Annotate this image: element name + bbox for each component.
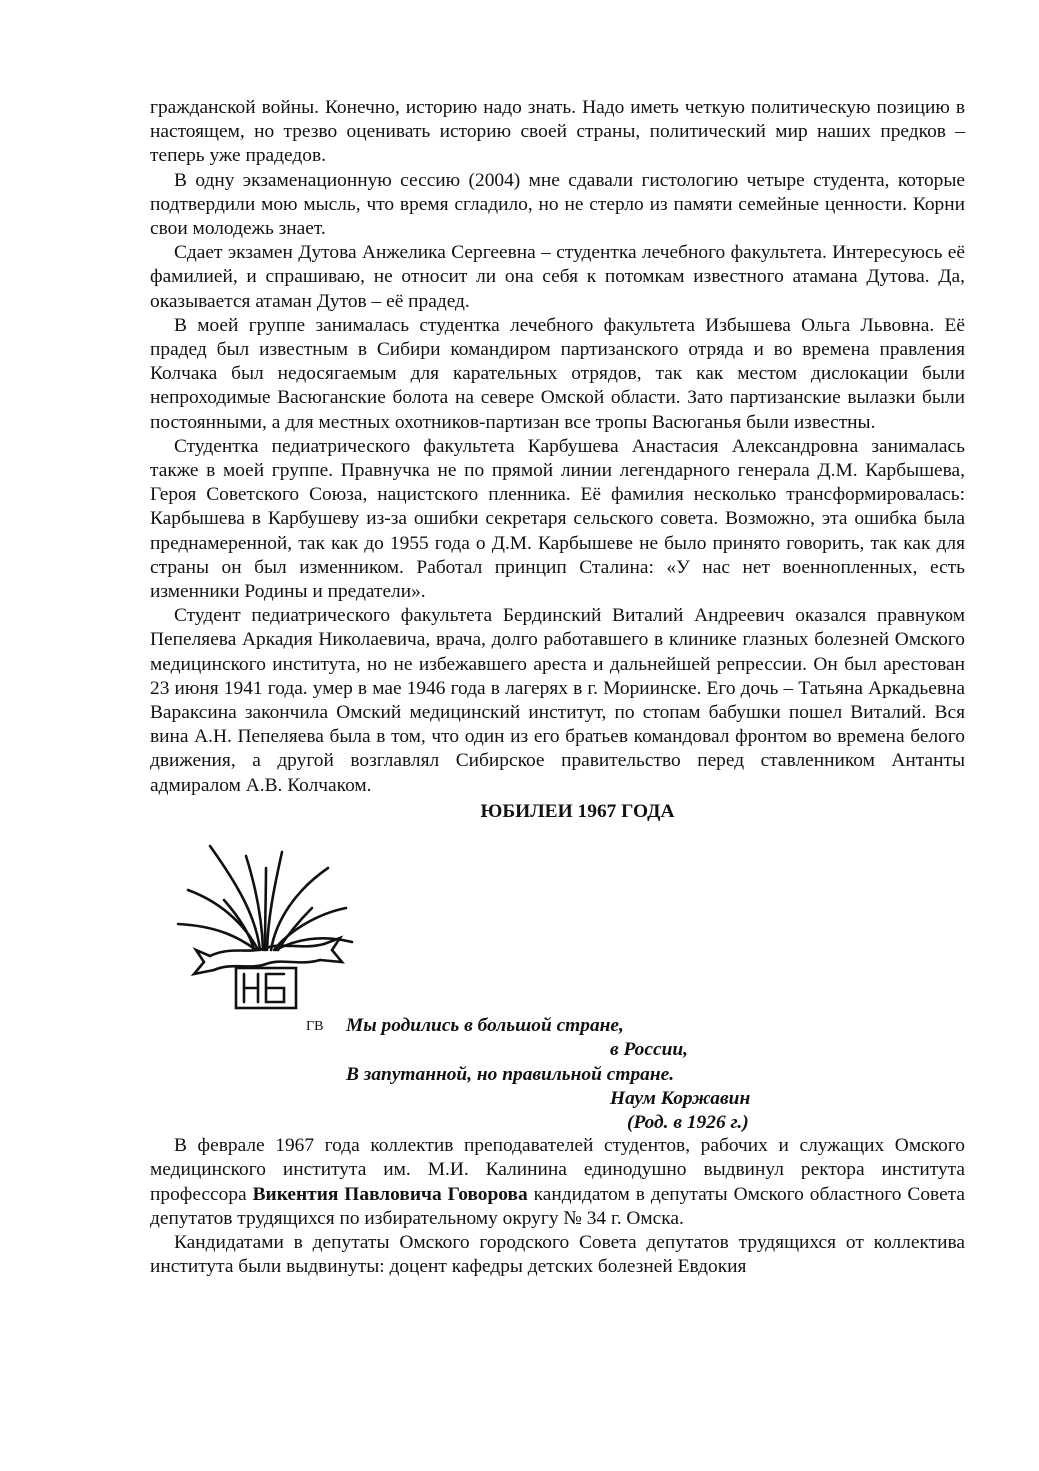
paragraph: Студентка педиатрического факультета Карбушева Анастасия Александровна занималась также в моей группе. Правнучка не по прямой линии легендарного генерала Д.М. Карбышева, Героя Советского Союза, нацистского пленника. Её фамилия несколько трансформировалась: Карбышева в Карбушеву из-за ошибки секретаря сельского совета. Возможно, эта ошибка была преднамеренной, так как до 1955 года о Д.М. Карбышеве не было принято говорить, так как для страны он был изменником. Работал принцип Сталина: «У нас нет военнопленных, есть изменники Родины и предатели».	[150, 435, 965, 603]
paragraph: Кандидатами в депутаты Омского городского Совета депутатов трудящихся от коллектива института были выдвинуты: доцент кафедры детских болезней Евдокия	[150, 1231, 965, 1278]
nb-emblem-icon	[170, 838, 360, 1038]
emblem-signature: ГВ	[306, 1019, 324, 1035]
paragraph: гражданской войны. Конечно, историю надо знать. Надо иметь четкую политическую позицию в настоящем, но трезво оценивать историю своей страны, политический мир наших предков – теперь уже прадедов.	[150, 97, 965, 167]
poem-line: В запутанной, но правильной стране.	[346, 1063, 675, 1085]
document-page	[150, 96, 965, 1279]
body-text-top	[150, 96, 965, 798]
poem-author: Наум Коржавин	[610, 1087, 751, 1109]
paragraph-february: В феврале 1967 года коллектив преподавателей студентов, рабочих и служащих Омского медицинского института им. М.И. Калинина единодушно выдвинул ректора института профессора Викентия Павловича Говорова кандидатом в депутаты Омского областного Совета депутатов трудящихся по избирательному округу № 34 г. Омска.	[150, 1135, 965, 1229]
paragraph: Сдает экзамен Дутова Анжелика Сергеевна – студентка лечебного факультета. Интересуюсь её фамилией, и спрашиваю, не относит ли она себя к потомкам известного атамана Дутова. Да, оказывается атаман Дутов – её прадед.	[150, 242, 965, 312]
paragraph: Студент педиатрического факультета Бердинский Виталий Андреевич оказался правнуком Пепеляева Аркадия Николаевича, врача, долго работавшего в клинике глазных болезней Омского медицинского института, но не избежавшего ареста и дальнейшей репрессии. Он был арестован 23 июня 1941 года. умер в мае 1946 года в лагерях в г. Мориинске. Его дочь – Татьяна Аркадьевна Вараксина закончила Омский медицинский институт, по стопам бабушки пошел Виталий. Вся вина А.Н. Пепеляева была в том, что один из его братьев командовал фронтом во времена белого движения, а другой возглавлял Сибирское правительство перед ставленником Антанты адмиралом А.В. Колчаком.	[150, 605, 965, 796]
section-heading: ЮБИЛЕИ 1967 ГОДА	[480, 800, 675, 822]
rector-name: Викентия Павловича Говорова	[252, 1183, 528, 1205]
poem-line: в России,	[610, 1039, 688, 1061]
poem-author-years: (Род. в 1926 г.)	[627, 1111, 749, 1133]
paragraph: В одну экзаменационную сессию (2004) мне сдавали гистологию четыре студента, которые подтвердили мою мысль, что время сгладило, но не стерло из памяти семейные ценности. Корни свои молодежь знает.	[150, 169, 965, 240]
epigraph-poem	[346, 1014, 786, 1135]
poem-line: Мы родились в большой стране,	[346, 1015, 624, 1037]
emblem-and-poem	[150, 824, 965, 1133]
paragraph: В моей группе занималась студентка лечебного факультета Избышева Ольга Львовна. Её прадед был известным в Сибири командиром партизанского отряда и во времена правления Колчака был недосягаемым для карательных отрядов, так как местом дислокации были непроходимые Васюганские болота на севере Омской области. Зато партизанские вылазки были постоянными, а для местных охотников-партизан все тропы Васюганья были известны.	[150, 314, 965, 433]
